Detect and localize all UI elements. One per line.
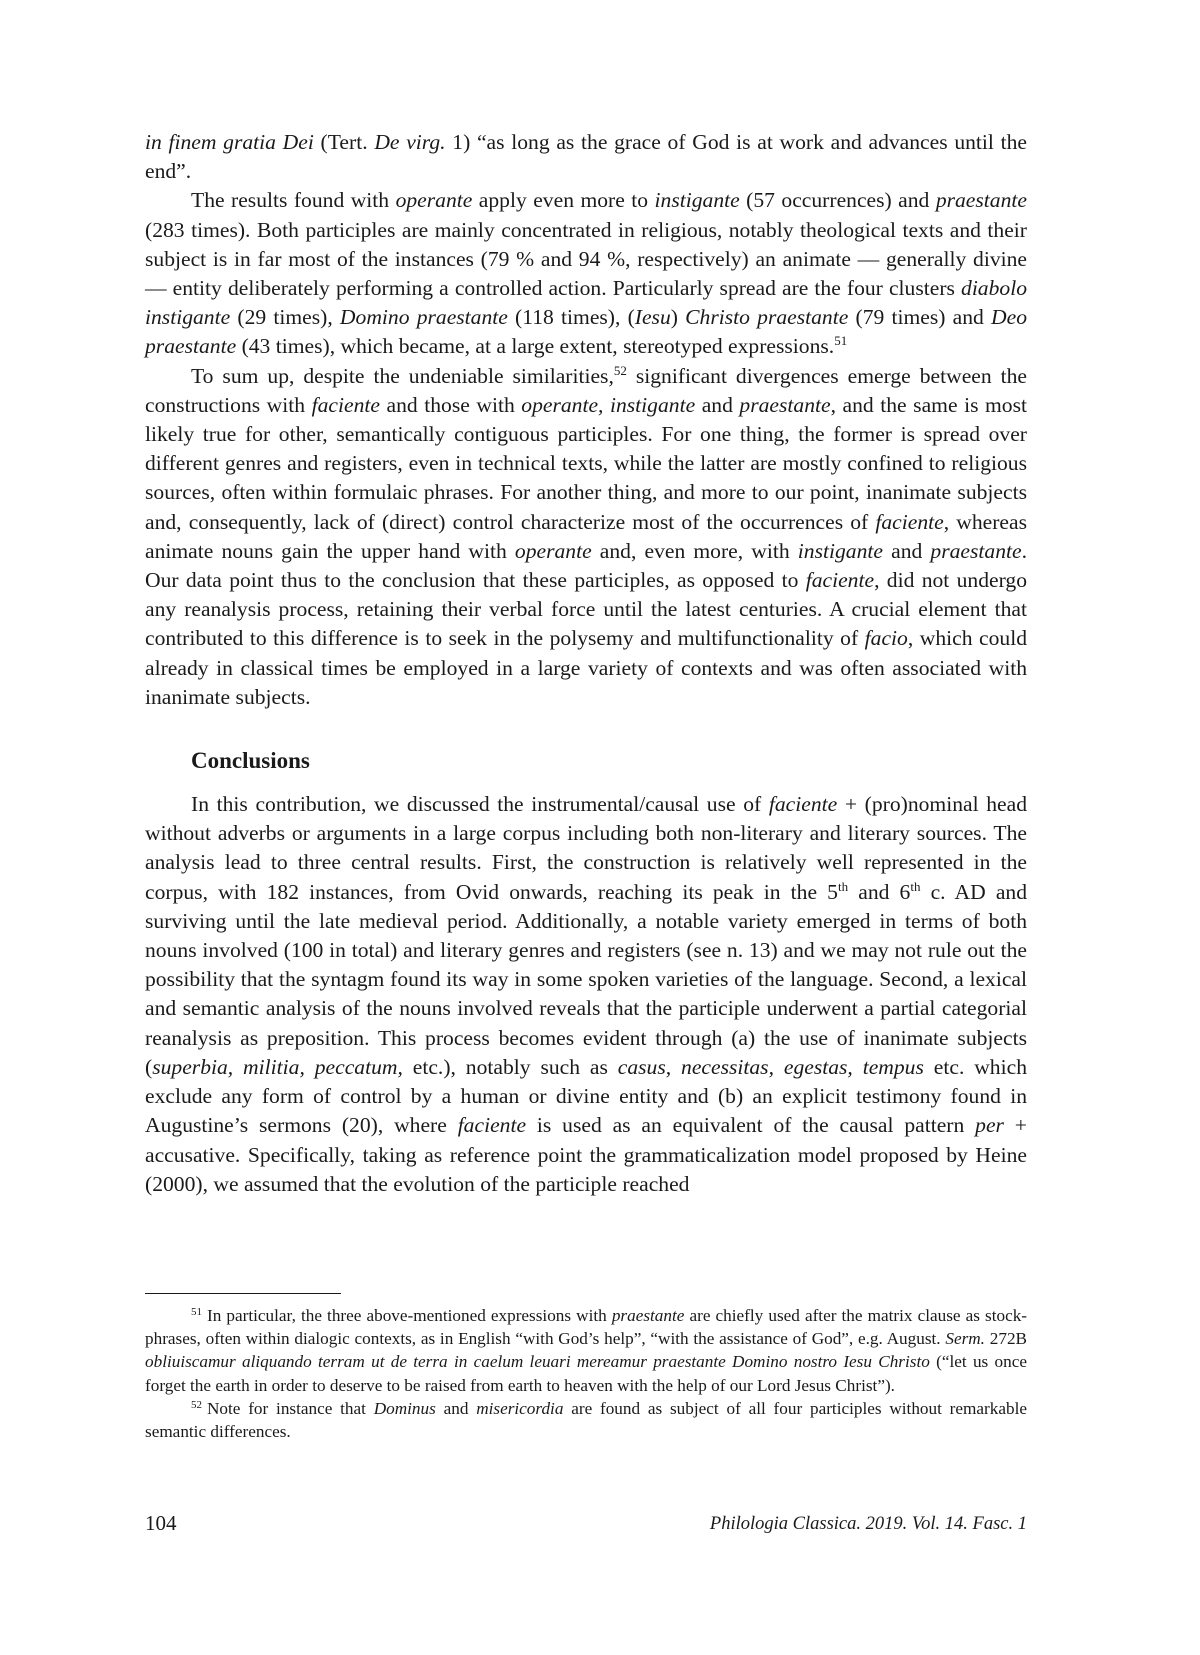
paragraph-summary: To sum up, despite the undeniable similarities,$^{52}$ significant divergences emerge between the constructions with faciente and those with operante, instigante and praestante, and the same is most likely true for other, semantically contiguous participles. For one thing, the former is spread over different genres and registers, even in technical texts, while the latter are mostly confined to religious sources, often within formulaic phrases. For another thing, and more to our point, inanimate subjects and, consequently, lack of (direct) control characterize most of the occurrences of faciente, whereas animate nouns gain the upper hand with operante and, even more, with instigante and praestante. Our data point thus to the conclusion that these participles, as opposed to faciente, did not undergo any reanalysis process, retaining their verbal force until the latest centuries. A crucial element that contributed to this difference is to seek in the polysemy and multifunctionality of facio, which could already in classical times be employed in a large variety of contexts and was often associated with inanimate subjects. bbox=[145, 362, 1028, 709]
journal-running-footer: Philologia Classica. 2019. Vol. 14. Fasc. 1 bbox=[709, 1514, 1027, 1534]
main-text bbox=[145, 128, 1027, 1199]
footnote-separator-rule bbox=[145, 1293, 341, 1294]
footnotes bbox=[145, 1304, 1027, 1443]
section-heading-conclusions: Conclusions bbox=[191, 748, 310, 774]
footnote-52: $^{52}$ Note for instance that Dominus and misericordia are found as subject of all four participles without remarkable semantic differences. bbox=[145, 1398, 1027, 1442]
footnote-ref-52: 52 bbox=[613, 362, 627, 378]
paragraph-participles: The results found with operante apply even more to instigante (57 occurrences) and praestante (283 times). Both participles are mainly concentrated in religious, notably theological texts and their subject is in far most of the instances (79 % and 94 %, respectively) an animate — generally divine — entity deliberately performing a controlled action. Particularly spread are the four clusters diabolo instigante (29 times), Domino praestante (118 times), (Iesu) Christo praestante (79 times) and Deo praestante (43 times), which became, at a large extent, stereotyped expressions.$^{51}$ bbox=[145, 188, 1027, 359]
footnote-ref-51: 51 bbox=[834, 333, 848, 349]
footnote-51: $^{51}$ In particular, the three above-mentioned expressions with praestante are chiefly used after the matrix clause as stock-phrases, often within dialogic contexts, as in English “with God’s help”, “with the assistance of God”, e.g. August. Serm. 272B obliuiscamur aliquando terram ut de terra in caelum leuari mereamur praestante Domino nostro Iesu Christo (“let us once forget the earth in order to deserve to be raised from earth to heaven with the help of our Lord Jesus Christ”). bbox=[145, 1306, 1028, 1395]
paragraph-conclusions: In this contribution, we discussed the instrumental/causal use of faciente + (pro)nominal head without adverbs or arguments in a large corpus including both non-literary and literary sources. The analysis lead to three central results. First, the construction is relatively well represented in the corpus, with 182 instances, from Ovid onwards, reaching its peak in the 5th and 6th c. AD and surviving until the late medieval period. Additionally, a notable variety emerged in terms of both nouns involved (100 in total) and literary genres and registers (see n. 13) and we may not rule out the possibility that the syntagm found its way in some spoken varieties of the language. Second, a lexical and semantic analysis of the nouns involved reveals that the participle underwent a partial categorial reanalysis as preposition. This process becomes evident through (a) the use of inanimate subjects (superbia, militia, peccatum, etc.), notably such as casus, necessitas, egestas, tempus etc. which exclude any form of control by a human or divine entity and (b) an explicit testimony found in Augustine’s sermons (20), where faciente is used as an equivalent of the causal pattern per + accusative. Specifically, taking as reference point the grammaticalization model proposed by Heine (2000), we assumed that the evolution of the participle reached bbox=[145, 792, 1027, 1196]
continuation-paragraph: in finem gratia Dei (Tert. De virg. 1) “as long as the grace of God is at work and advances until the end”. bbox=[145, 130, 1028, 184]
page-number: 104 bbox=[145, 1511, 177, 1535]
